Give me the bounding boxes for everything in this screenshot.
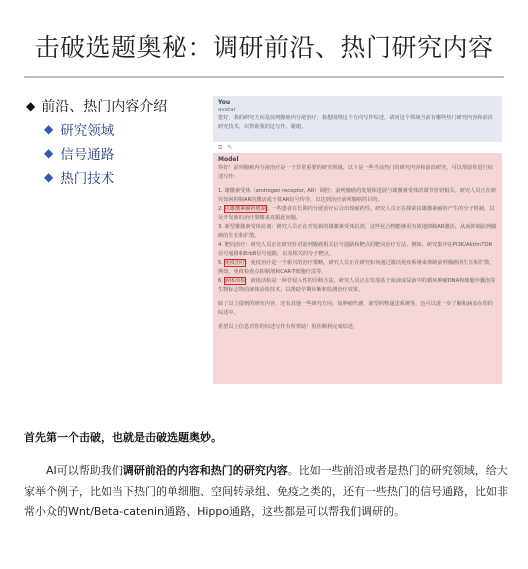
highlight-box: 抗雄激素耐药机制	[224, 206, 267, 212]
highlight-box: 液体活检	[224, 278, 246, 284]
model-intro: 你好！前列腺癌内分泌治疗是一个非常重要的研究领域，以下是一些当前热门的研究内容和前沿研究，可以帮助你进行综述写作：	[218, 165, 493, 180]
slide-title: 击破选题奥秘：调研前沿、热门研究内容	[34, 33, 494, 62]
copy-icon[interactable]: ⧉	[218, 144, 223, 151]
outline-sub-item	[44, 141, 206, 165]
model-item: 3. 新型雄激素受体抗剂：研究人员正在开发新的雄激素受体抗剂，这些化合物能够更有效地抑制AR激活，从而抑制前列腺癌的生长和扩散。	[218, 224, 497, 239]
slide-outline	[26, 95, 206, 189]
outline-main-label: 前沿、热门内容介绍	[41, 99, 168, 115]
model-item: 5. 免疫治疗：免疫治疗是一个新兴的治疗策略。研究人员正在研究如何通过激活免疫系统来抑制前列腺癌的生长和扩散。例如，免疫检查点抑制剂和CAR-T细胞疗法等。	[218, 260, 495, 275]
article-paragraph: AI可以帮助我们调研前沿的内容和热门的研究内容。比如一些前沿或者是热门的研究领域，给大家举个例子，比如当下热门的单细胞、空间转录组、免疫之类的，还有一些热门的信号通路，比如非常小众的Wnt/Beta-catenin通路、Hippo通路，这些都是可以帮我们调研的。	[24, 464, 508, 518]
outline-sub-label: 信号通路	[60, 147, 115, 163]
title-divider	[24, 76, 504, 78]
diamond-bullet-icon: ◆	[44, 170, 54, 184]
outline-sub-item	[44, 165, 206, 189]
chat-screenshot	[213, 96, 502, 384]
highlight-box: 免疫治疗	[224, 260, 246, 266]
model-item: 1. 雄激素受体（androgen receptor, AR）调控：前列腺癌的发展和进展与雄激素受体的调节密切相关。研究人员正在研究如何抑制AR的激活或干扰AR信号传导，以达到治疗前列腺癌的目的。	[218, 188, 497, 203]
model-role-label: Model	[218, 156, 239, 163]
user-role-label: You	[218, 99, 231, 106]
outline-main-item	[26, 95, 206, 117]
user-avatar-label: avatar	[218, 107, 236, 113]
diamond-bullet-icon: ◆	[44, 146, 54, 160]
model-item: 6. 液体活检：液体活检是一种非侵入性的诊断方法。研究人员正在发展基于血液或尿液中的循环肿瘤DNA和细胞外囊泡等生物标志物的液体活检技术，以帮助早期诊断和监测治疗效果。	[218, 278, 496, 293]
user-message-text: 您好，我的研究方向是前列腺癌内分泌治疗，我想围绕这个方向写作综述，请问这个领域当前有哪些热门研究内容和前沿研究技术，以帮助我的这写作。谢谢。	[218, 115, 493, 130]
outline-sub-label: 研究领域	[60, 123, 115, 139]
edit-icon[interactable]: ✎	[227, 144, 233, 151]
model-item: 4. 靶向治疗：研究人员正在研究针对前列腺癌相关信号通路和靶点的靶向治疗方法。例如，研究集中在PI3K/Akt/mTOR信号通路和ErbB信号通路，以及相关的分子靶点。	[218, 242, 493, 257]
message-actions	[213, 142, 502, 153]
article-heading: 首先第一个击破，也就是击破选题奥妙。	[24, 431, 222, 444]
model-message	[213, 153, 502, 384]
user-message	[213, 96, 502, 142]
outline-sub-item	[44, 117, 206, 141]
outline-sub-label: 热门技术	[60, 171, 115, 187]
model-item: 2. 抗雄激素耐药机制：一些患者在长期内分泌治疗后会出现耐药性。研究人员正在探索抗雄激素耐药产生的分子机制，以及开发新的治疗策略来克服此问题。	[218, 206, 495, 221]
bold-phrase: 调研前沿的内容和热门的研究内容	[122, 464, 288, 477]
model-closing: 除了以上提到的研究内容，还有其他一些研究方向，如肿瘤代谢、新型药物递送系统等，也可以进一步了解和涵盖在你的综述中。	[218, 301, 493, 316]
model-end: 希望以上信息对你的综述写作有所帮助！祝你顺利完成综述。	[218, 324, 359, 330]
diamond-bullet-icon: ◆	[26, 99, 36, 113]
diamond-bullet-icon: ◆	[44, 122, 54, 136]
